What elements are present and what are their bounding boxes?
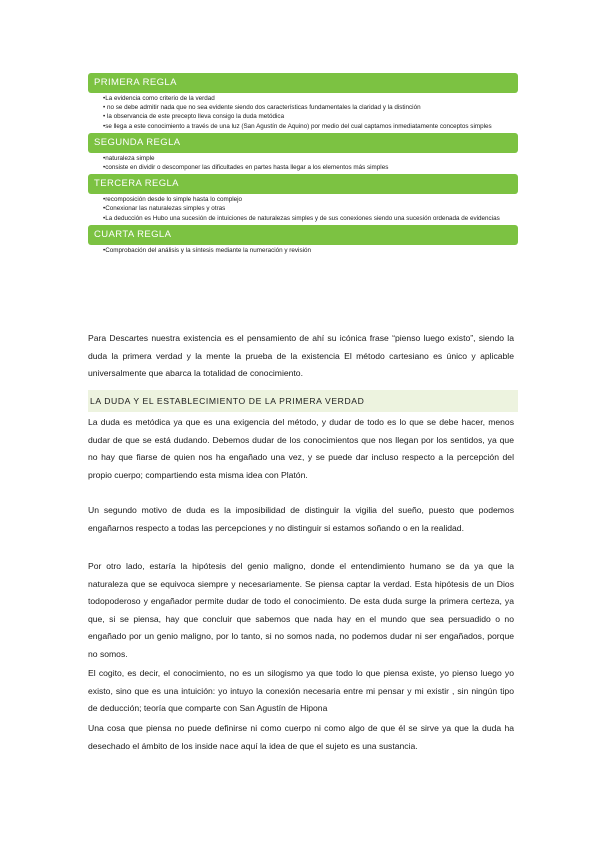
- paragraph-cogito: El cogito, es decir, el conocimiento, no es un silogismo ya que todo lo que piensa existe, yo pienso luego yo existo, sino que es una intuición: yo intuyo la conexión necesaria entre mi pensar y mi existir , sin ningún tipo de deducción; teoría que comparte con San Agustín de Hipona: [88, 668, 514, 713]
- list-item: •La evidencia como criterio de la verdad: [103, 95, 215, 102]
- paragraph-sustancia: Una cosa que piensa no puede definirse ni como cuerpo ni como algo de que él se sirve ya que la duda ha desechado el ámbito de los inside nace aquí la idea de que el sujeto es una sustancia.: [88, 723, 514, 751]
- paragraph-duda-metodica: La duda es metódica ya que es una exigencia del método, y dudar de todo es lo que se debe hacer, menos dudar de que se está dudando. Debemos dudar de los conocimientos que nos llegan por los sentidos, ya que no hay que fiarse de quien nos ha engañado una vez, y se puede dar incluso respecto a la percepción del propio cuerpo; compartiendo esta misma idea con Platón.: [88, 417, 514, 480]
- rule-header-primera: PRIMERA REGLA: [88, 73, 518, 93]
- rule-list-tercera: [88, 196, 518, 223]
- rules-diagram: [88, 73, 518, 257]
- list-item: •recomposición desde lo simple hasta lo complejo: [103, 196, 243, 204]
- list-item: •La deducción es Hubo una sucesión de intuiciones de naturalezas simples y de sus conexiones siendo una sucesión ordenada de evidencias: [103, 214, 500, 222]
- rule-header-segunda: SEGUNDA REGLA: [88, 133, 518, 153]
- list-item: •naturaleza simple: [103, 154, 155, 162]
- rule-list-primera: [88, 95, 518, 131]
- rule-list-segunda: [88, 155, 518, 172]
- rule-block-4: [88, 225, 518, 255]
- list-item: •se llega a este conocimiento a través de una luz (San Agustín de Aquino) por medio del cual captamos inmediatamente conceptos simples: [103, 122, 492, 130]
- list-item: • la observancia de este precepto lleva consigo la duda metódica: [103, 113, 285, 121]
- list-item: •Comprobación del análisis y la síntesis mediante la numeración y revisión: [103, 246, 312, 254]
- paragraph-genio-maligno: Por otro lado, estaría la hipótesis del genio maligno, donde el entendimiento humano se da ya que la naturaleza que se equivoca siempre y necesariamente. Se piensa captar la verdad. Esta hipótesis de un Dios todopoderoso y engañador permite dudar de todo el conocimiento. De esta duda surge la primera certeza, ya que, si se piensa, hay que concluir que sabemos que nada hay en el mundo que sea persuadido o no engañado por un genio maligno, por lo tanto, si no somos nada, no podemos dudar ni ser engañados, porque no somos.: [88, 561, 514, 659]
- rule-header-tercera: TERCERA REGLA: [88, 174, 518, 194]
- list-item: •consiste en dividir o descomponer las dificultades en partes hasta llegar a los elementos más simples: [103, 164, 389, 172]
- rule-block-2: [88, 133, 518, 172]
- intro-paragraph: Para Descartes nuestra existencia es el pensamiento de ahí su icónica frase “pienso luego existo”, siendo la duda la primera verdad y la mente la prueba de la existencia El método cartesiano es único y aplicable universalmente que abarca la totalidad de conocimiento.: [88, 333, 514, 378]
- list-item: • no se debe admitir nada que no sea evidente siendo dos características fundamentales la claridad y la distinción: [103, 104, 421, 112]
- paragraph-vigilia-sueno: Un segundo motivo de duda es la imposibilidad de distinguir la vigilia del sueño, puesto que podemos engañarnos respecto a todas las percepciones y no distinguir si estamos soñando o en la realidad.: [88, 505, 514, 533]
- section-heading: LA DUDA Y EL ESTABLECIMIENTO DE LA PRIMERA VERDAD: [88, 390, 518, 412]
- rule-block-1: [88, 73, 518, 131]
- list-item: •Conexionar las naturalezas simples y otras: [103, 205, 226, 213]
- rule-block-3: [88, 174, 518, 223]
- rule-list-cuarta: [88, 247, 518, 255]
- rule-header-cuarta: CUARTA REGLA: [88, 225, 518, 245]
